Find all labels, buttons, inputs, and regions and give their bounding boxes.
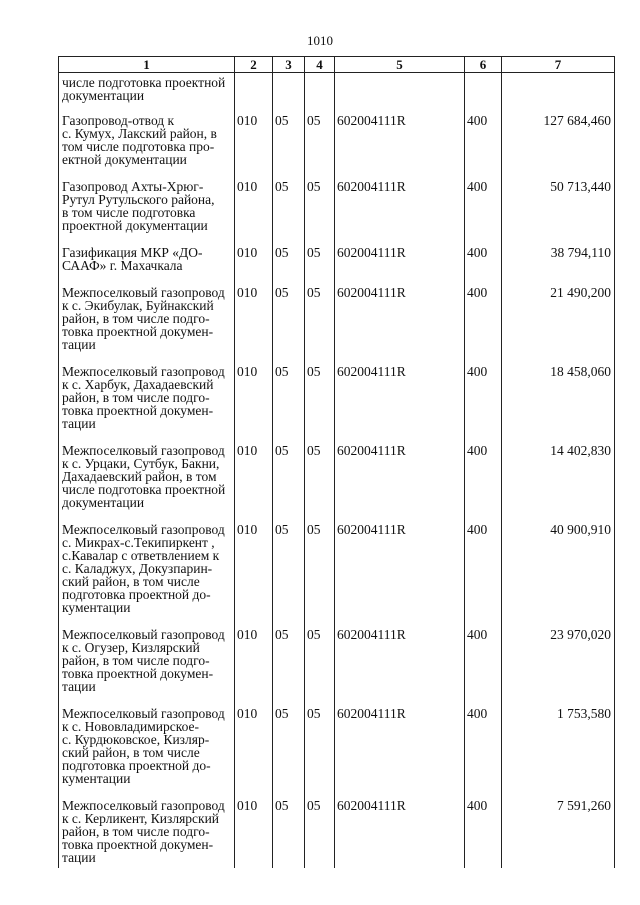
item-name-line: район, в том числе подго-: [62, 824, 210, 839]
item-name-line: район, в том числе подго-: [62, 311, 210, 326]
item-name-line: к с. Керликент, Кизлярский: [62, 811, 220, 826]
cell-expense-type: 400: [465, 707, 502, 799]
cell-section: 05: [273, 444, 305, 523]
item-name-line: ский район, в том числе: [62, 745, 200, 760]
item-name-line: Газификация МКР «ДО-: [62, 245, 203, 260]
cell-target-article: 602004111R: [335, 246, 465, 286]
cell-expense-type: 400: [465, 523, 502, 628]
table-row: [59, 707, 615, 799]
item-name-line: ектной документации: [62, 152, 187, 167]
cell-target-article: 602004111R: [335, 180, 465, 246]
cell-section: 05: [273, 180, 305, 246]
cell-section: 05: [273, 799, 305, 868]
cell-amount: 50 713,440: [502, 180, 615, 246]
cell-program-code: 010: [235, 707, 273, 799]
item-name-line: с. Микрах-с.Текипиркент ,: [62, 535, 215, 550]
table-row: [59, 628, 615, 707]
item-name-line: проектной документации: [62, 218, 208, 233]
cell-section: 05: [273, 523, 305, 628]
cell-subsection: 05: [305, 799, 335, 868]
cell-target-article: 602004111R: [335, 365, 465, 444]
item-name-line: СААФ» г. Махачкала: [62, 258, 183, 273]
item-name-line: документации: [62, 495, 145, 510]
item-name-line: к с. Экибулак, Буйнакский: [62, 298, 214, 313]
item-name-line: числе подготовка проектной: [62, 75, 226, 90]
table-row: [59, 180, 615, 246]
cell-subsection: 05: [305, 365, 335, 444]
cell-program-code: 010: [235, 444, 273, 523]
item-name-line: товка проектной докумен-: [62, 837, 214, 852]
cell-subsection: 05: [305, 707, 335, 799]
cell-amount: 14 402,830: [502, 444, 615, 523]
item-name-line: Газопровод-отвод к: [62, 113, 175, 128]
col-header-5: 5: [335, 57, 465, 73]
cell-subsection: 05: [305, 523, 335, 628]
cell-item-name: [59, 286, 235, 365]
item-name-line: в том числе подготовка: [62, 205, 196, 220]
item-name-line: к с. Урцаки, Сутбук, Бакни,: [62, 456, 220, 471]
cell-section: 05: [273, 365, 305, 444]
item-name-line: товка проектной докумен-: [62, 324, 214, 339]
cell-expense-type: 400: [465, 180, 502, 246]
item-name-line: документации: [62, 88, 145, 103]
cell-empty: [502, 73, 615, 115]
table-row: [59, 246, 615, 286]
cell-program-code: 010: [235, 114, 273, 180]
table-row-continuation: [59, 73, 615, 115]
item-name-line: тации: [62, 850, 96, 865]
col-header-7: 7: [502, 57, 615, 73]
item-name-line: Дахадаевский район, в том: [62, 469, 217, 484]
item-name-line: район, в том числе подго-: [62, 390, 210, 405]
cell-expense-type: 400: [465, 799, 502, 868]
budget-table: [58, 56, 615, 868]
cell-subsection: 05: [305, 114, 335, 180]
cell-program-code: 010: [235, 628, 273, 707]
cell-target-article: 602004111R: [335, 799, 465, 868]
cell-item-name: [59, 444, 235, 523]
cell-program-code: 010: [235, 365, 273, 444]
cell-empty: [273, 73, 305, 115]
cell-item-name: [59, 246, 235, 286]
cell-subsection: 05: [305, 444, 335, 523]
cell-item-name: [59, 799, 235, 868]
item-name-line: Газопровод Ахты-Хрюг-: [62, 179, 204, 194]
cell-empty: [235, 73, 273, 115]
page-number: 1010: [307, 33, 333, 48]
item-name-line: числе подготовка проектной: [62, 482, 226, 497]
cell-program-code: 010: [235, 799, 273, 868]
item-name-line: кументации: [62, 600, 131, 615]
cell-item-name: [59, 628, 235, 707]
cell-subsection: 05: [305, 246, 335, 286]
item-name-line: Межпоселковый газопровод: [62, 364, 225, 379]
item-name-line: район, в том числе подго-: [62, 653, 210, 668]
col-header-1: 1: [59, 57, 235, 73]
cell-amount: 21 490,200: [502, 286, 615, 365]
cell-program-code: 010: [235, 180, 273, 246]
table-row: [59, 365, 615, 444]
cell-expense-type: 400: [465, 114, 502, 180]
cell-amount: 23 970,020: [502, 628, 615, 707]
cell-item-name: [59, 707, 235, 799]
cell-item-name: [59, 365, 235, 444]
item-name-line: с. Кумух, Лакский район, в: [62, 126, 217, 141]
col-header-3: 3: [273, 57, 305, 73]
item-name-line: с. Курдюковское, Кизляр-: [62, 732, 210, 747]
cell-item-name: [59, 180, 235, 246]
table-row: [59, 114, 615, 180]
table-row: [59, 444, 615, 523]
cell-section: 05: [273, 286, 305, 365]
item-name-line: Межпоселковый газопровод: [62, 627, 225, 642]
item-name-line: подготовка проектной до-: [62, 758, 211, 773]
cell-target-article: 602004111R: [335, 707, 465, 799]
item-name-line: ский район, в том числе: [62, 574, 200, 589]
table-body: [59, 73, 615, 869]
cell-target-article: 602004111R: [335, 444, 465, 523]
cell-expense-type: 400: [465, 444, 502, 523]
cell-amount: 40 900,910: [502, 523, 615, 628]
item-name-line: кументации: [62, 771, 131, 786]
item-name-line: к с. Харбук, Дахадаевский: [62, 377, 214, 392]
cell-expense-type: 400: [465, 628, 502, 707]
cell-amount: 38 794,110: [502, 246, 615, 286]
cell-expense-type: 400: [465, 286, 502, 365]
cell-amount: 18 458,060: [502, 365, 615, 444]
cell-amount: 127 684,460: [502, 114, 615, 180]
item-name-line: товка проектной докумен-: [62, 403, 214, 418]
cell-target-article: 602004111R: [335, 286, 465, 365]
cell-subsection: 05: [305, 628, 335, 707]
item-name-line: Межпоселковый газопровод: [62, 522, 225, 537]
cell-section: 05: [273, 628, 305, 707]
cell-item-name: [59, 114, 235, 180]
cell-target-article: 602004111R: [335, 523, 465, 628]
header-row: [59, 57, 615, 73]
item-name-line: к с. Нововладимирское-: [62, 719, 200, 734]
item-name-line: Межпоселковый газопровод: [62, 285, 225, 300]
item-name-line: Межпоселковый газопровод: [62, 706, 225, 721]
table-row: [59, 286, 615, 365]
col-header-2: 2: [235, 57, 273, 73]
item-name-line: к с. Огузер, Кизлярский: [62, 640, 200, 655]
cell-section: 05: [273, 246, 305, 286]
cell-empty: [305, 73, 335, 115]
cell-program-code: 010: [235, 523, 273, 628]
item-name-line: подготовка проектной до-: [62, 587, 211, 602]
cell-expense-type: 400: [465, 365, 502, 444]
cell-program-code: 010: [235, 286, 273, 365]
cell-empty: [335, 73, 465, 115]
cell-section: 05: [273, 707, 305, 799]
col-header-6: 6: [465, 57, 502, 73]
table-row: [59, 523, 615, 628]
cell-item-name: [59, 523, 235, 628]
item-name-line: тации: [62, 679, 96, 694]
item-name-line: с. Каладжух, Докузпарин-: [62, 561, 213, 576]
item-name-line: тации: [62, 337, 96, 352]
cell-target-article: 602004111R: [335, 628, 465, 707]
item-name-line: Рутул Рутульского района,: [62, 192, 215, 207]
cell-expense-type: 400: [465, 246, 502, 286]
col-header-4: 4: [305, 57, 335, 73]
cell-program-code: 010: [235, 246, 273, 286]
item-name-line: Межпоселковый газопровод: [62, 443, 225, 458]
item-name-line: с.Кавалар с ответвлением к: [62, 548, 220, 563]
cell-section: 05: [273, 114, 305, 180]
item-name-line: Межпоселковый газопровод: [62, 798, 225, 813]
cell-amount: 1 753,580: [502, 707, 615, 799]
item-name-line: товка проектной докумен-: [62, 666, 214, 681]
item-name-line: том числе подготовка про-: [62, 139, 215, 154]
cell-subsection: 05: [305, 180, 335, 246]
cell-item-name: [59, 73, 235, 115]
item-name-line: тации: [62, 416, 96, 431]
cell-amount: 7 591,260: [502, 799, 615, 868]
cell-subsection: 05: [305, 286, 335, 365]
cell-target-article: 602004111R: [335, 114, 465, 180]
table-row: [59, 799, 615, 868]
cell-empty: [465, 73, 502, 115]
